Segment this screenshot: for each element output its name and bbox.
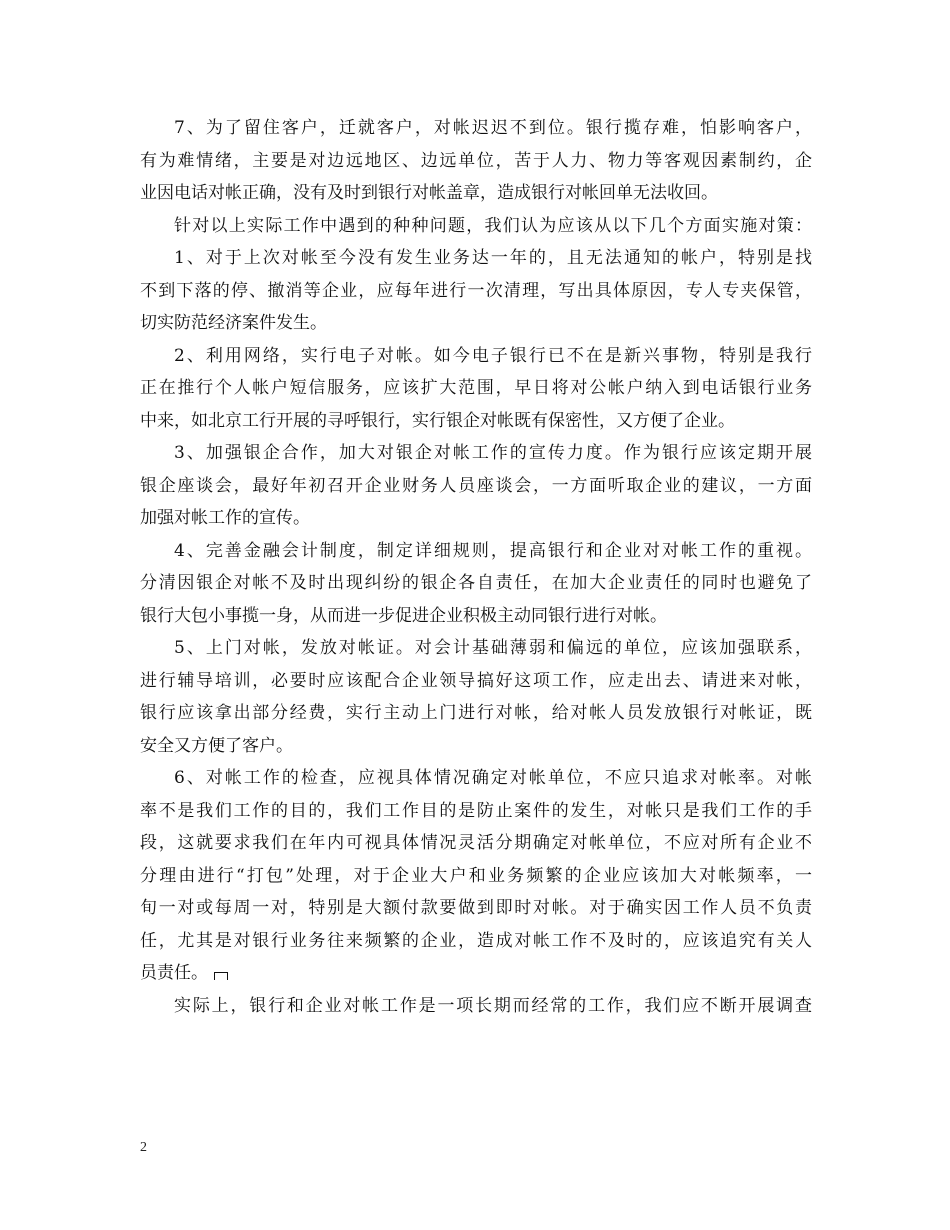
text-line: 中来，如北京工行开展的寻呼银行，实行银企对帐既有保密性，又方便了企业。	[140, 410, 735, 431]
text-line: 段，这就要求我们在年内可视具体情况灵活分期确定对帐单位，不应对所有企业不	[140, 833, 812, 853]
text-line: 分理由进行“打包”处理，对于企业大户和业务频繁的企业应该加大对帐频率，一	[140, 865, 812, 886]
text-line: 3、加强银企合作，加大对银企对帐工作的宣传力度。作为银行应该定期开展	[174, 443, 812, 463]
text-line: 正在推行个人帐户短信服务，应该扩大范围，早日将对公帐户纳入到电话银行业务	[140, 378, 812, 398]
page-number: 2	[140, 1140, 147, 1155]
text-line: 切实防范经济案件发生。	[140, 313, 327, 333]
text-line: 加强对帐工作的宣传。	[140, 508, 310, 528]
text-line: 银企座谈会，最好年初召开企业财务人员座谈会，一方面听取企业的建议，一方面	[140, 475, 812, 496]
text-line: 6、对帐工作的检查，应视具体情况确定对帐单位，不应只追求对帐率。对帐	[174, 768, 812, 788]
text-line: 1、对于上次对帐至今没有发生业务达一年的，且无法通知的帐户，特别是找	[174, 248, 812, 268]
text-line: 5、上门对帐，发放对帐证。对会计基础薄弱和偏远的单位，应该加强联系，	[174, 638, 812, 658]
text-line: 银行大包小事揽一身，从而进一步促进企业积极主动同银行进行对帐。	[140, 605, 667, 626]
text-line: 有为难情绪，主要是对边远地区、边远单位，苦于人力、物力等客观因素制约，企	[140, 150, 812, 171]
text-line: 实际上，银行和企业对帐工作是一项长期而经常的工作，我们应不断开展调查	[174, 995, 812, 1016]
text-line: 进行辅导培训，必要时应该配合企业领导搞好这项工作，应走出去、请进来对帐，	[140, 670, 812, 691]
text-line: 4、完善金融会计制度，制定详细规则，提高银行和企业对对帐工作的重视。	[174, 540, 812, 561]
text-line: 安全又方便了客户。	[140, 735, 293, 756]
text-line-content: 员责任。	[140, 963, 208, 983]
document-body	[140, 112, 812, 1022]
text-line: 针对以上实际工作中遇到的种种问题，我们认为应该从以下几个方面实施对策：	[174, 215, 812, 236]
bracket-mark-icon	[214, 972, 228, 980]
text-line: 银行应该拿出部分经费，实行主动上门进行对帐，给对帐人员发放银行对帐证，既	[140, 703, 812, 723]
text-line: 业因电话对帐正确，没有及时到银行对帐盖章，造成银行对帐回单无法收回。	[140, 183, 718, 203]
text-line-with-mark	[140, 957, 812, 990]
text-line: 率不是我们工作的目的，我们工作目的是防止案件的发生，对帐只是我们工作的手	[140, 800, 812, 821]
text-line: 7、为了留住客户，迁就客户，对帐迟迟不到位。银行揽存难，怕影响客户，	[174, 118, 812, 138]
text-line: 分清因银企对帐不及时出现纠纷的银企各自责任，在加大企业责任的同时也避免了	[140, 573, 812, 593]
text-line: 旬一对或每周一对，特别是大额付款要做到即时对帐。对于确实因工作人员不负责	[140, 898, 812, 918]
text-line: 不到下落的停、撤消等企业，应每年进行一次清理，写出具体原因，专人专夹保管，	[140, 280, 812, 301]
text-line: 任，尤其是对银行业务往来频繁的企业，造成对帐工作不及时的，应该追究有关人	[140, 930, 812, 951]
text-line: 2、利用网络，实行电子对帐。如今电子银行已不在是新兴事物，特别是我行	[174, 345, 812, 366]
